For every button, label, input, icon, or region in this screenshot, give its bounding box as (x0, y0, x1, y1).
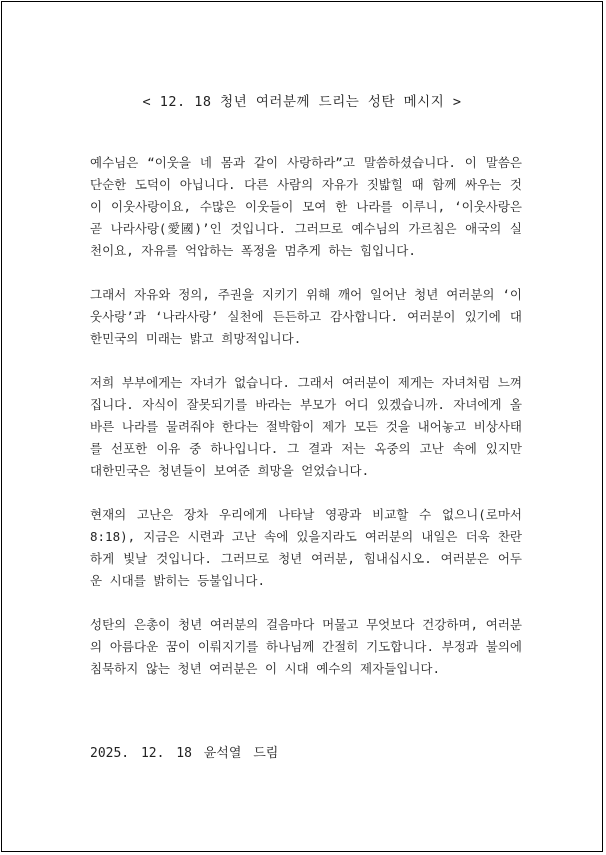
document-title: < 12. 18 청년 여러분께 드리는 성탄 메시지 > (142, 94, 462, 110)
document-body (90, 152, 522, 702)
paragraph: 그래서 자유와 정의, 주권을 지키기 위해 깨어 일어난 청년 여러분의 ‘이웃사랑’과 ‘나라사랑’ 실천에 든든하고 감사합니다. 여러분이 있기에 대한민국의 미래는 밝고 희망적입니다. (90, 287, 522, 346)
paragraph: 예수님은 “이웃을 네 몸과 같이 사랑하라”고 말씀하셨습니다. 이 말씀은 단순한 도덕이 아닙니다. 다른 사람의 자유가 짓밟힐 때 함께 싸우는 것이 이웃사랑이요, 수많은 이웃들이 모여 한 나라를 이루니, ‘이웃사랑은 곧 나라사랑(愛國)’인 것입니다. 그러므로 예수님의 가르침은 애국의 실천이요, 자유를 억압하는 폭정을 멈추게 하는 힘입니다. (90, 155, 522, 258)
document-page (1, 1, 603, 852)
signature-line: 2025. 12. 18 윤석열 드림 (90, 746, 279, 761)
paragraph: 현재의 고난은 장차 우리에게 나타날 영광과 비교할 수 없으니(로마서 8:18), 지금은 시련과 고난 속에 있을지라도 여러분의 내일은 더욱 찬란하게 빛날 것입니다. 그러므로 청년 여러분, 힘내십시오. 여러분은 어두운 시대를 밝히는 등불입니다. (90, 507, 522, 588)
paragraph: 성탄의 은총이 청년 여러분의 걸음마다 머물고 무엇보다 건강하며, 여러분의 아름다운 꿈이 이뤄지기를 하나님께 간절히 기도합니다. 부정과 불의에 침묵하지 않는 청년 여러분은 이 시대 예수의 제자들입니다. (90, 617, 522, 676)
paragraph: 저희 부부에게는 자녀가 없습니다. 그래서 여러분이 제게는 자녀처럼 느껴집니다. 자식이 잘못되기를 바라는 부모가 어디 있겠습니까. 자녀에게 올바른 나라를 물려줘야 한다는 절박함이 제가 모든 것을 내어놓고 비상사태를 선포한 이유 중 하나입니다. 그 결과 저는 옥중의 고난 속에 있지만 대한민국은 청년들이 보여준 희망을 얻었습니다. (90, 375, 522, 478)
